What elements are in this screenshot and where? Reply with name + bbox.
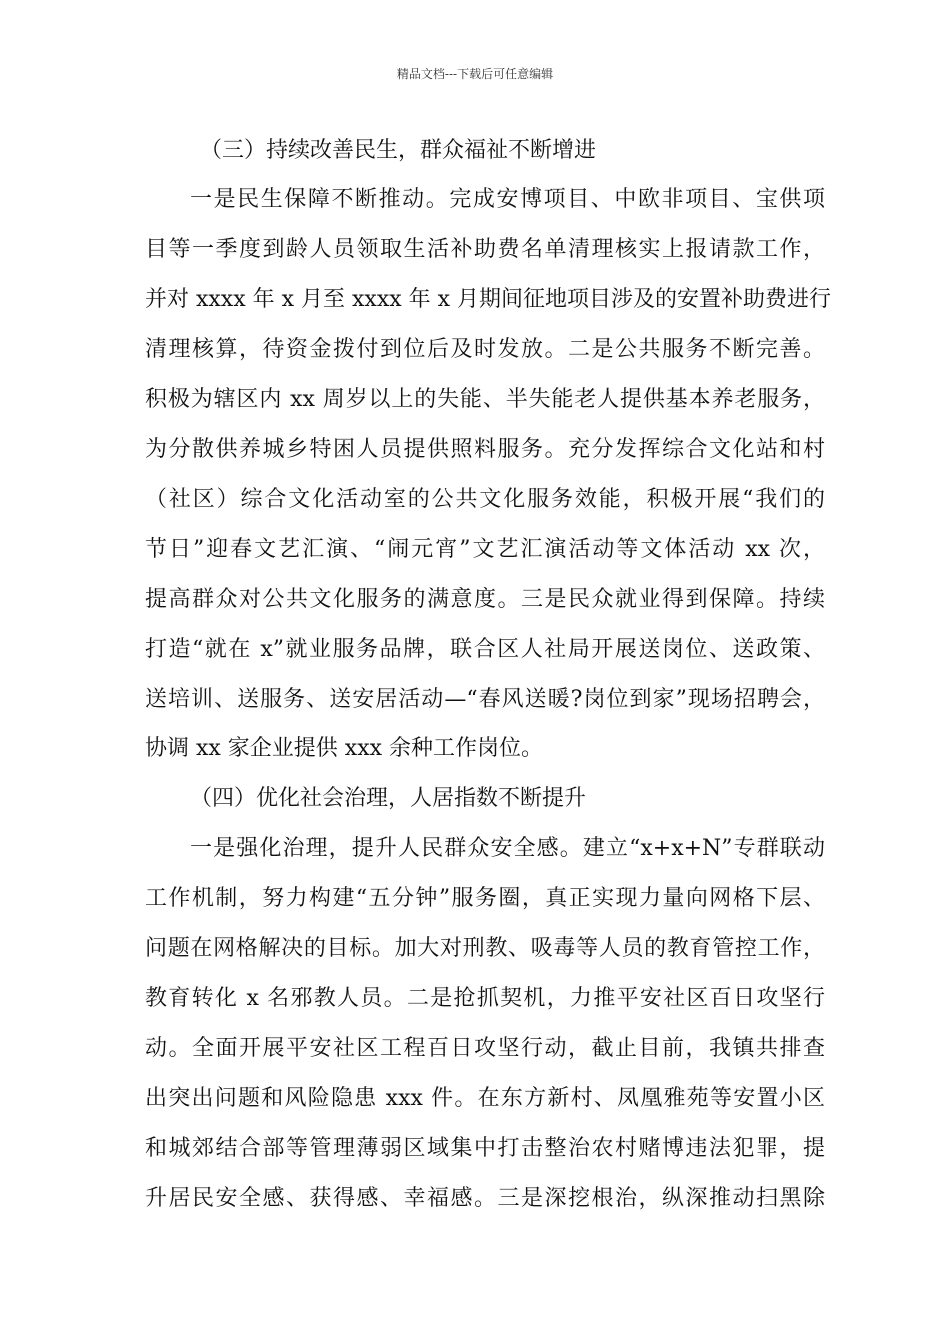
paragraph-line: 为分散供养城乡特困人员提供照料服务。充分发挥综合文化站和村 bbox=[145, 437, 825, 462]
paragraph-line: 动。全面开展平安社区工程百日攻坚行动，截止目前，我镇共排查 bbox=[145, 1036, 825, 1061]
section-heading-3: （三）持续改善民生，群众福祉不断增进 bbox=[200, 138, 597, 163]
paragraph-line: 一是强化治理，提升人民群众安全感。建立“x+x+N”专群联动 bbox=[190, 836, 825, 861]
section-heading-4: （四）优化社会治理，人居指数不断提升 bbox=[190, 786, 587, 811]
paragraph-line: 升居民安全感、获得感、幸福感。三是深挖根治，纵深推动扫黑除 bbox=[145, 1186, 825, 1211]
paragraph-line: 协调 xx 家企业提供 xxx 余种工作岗位。 bbox=[145, 736, 544, 761]
paragraph-line: 并对 xxxx 年 x 月至 xxxx 年 x 月期间征地项目涉及的安置补助费进行 bbox=[145, 287, 832, 312]
paragraph-line: 目等一季度到龄人员领取生活补助费名单清理核实上报请款工作， bbox=[145, 237, 825, 262]
paragraph-line: 问题在网格解决的目标。加大对刑教、吸毒等人员的教育管控工作， bbox=[145, 936, 825, 961]
paragraph-line: 送培训、送服务、送安居活动—“春风送暖?岗位到家”现场招聘会， bbox=[145, 687, 825, 712]
paragraph-line: 和城郊结合部等管理薄弱区域集中打击整治农村赌博违法犯罪，提 bbox=[145, 1136, 825, 1161]
paragraph-line: 一是民生保障不断推动。完成安博项目、中欧非项目、宝供项 bbox=[190, 187, 825, 212]
paragraph-line: 清理核算，待资金拨付到位后及时发放。二是公共服务不断完善。 bbox=[145, 337, 825, 362]
paragraph-line: （社区）综合文化活动室的公共文化服务效能，积极开展“我们的 bbox=[145, 487, 825, 512]
paragraph-line: 提高群众对公共文化服务的满意度。三是民众就业得到保障。持续 bbox=[145, 587, 825, 612]
paragraph-line: 打造“就在 x”就业服务品牌，联合区人社局开展送岗位、送政策、 bbox=[145, 637, 825, 662]
paragraph-line: 积极为辖区内 xx 周岁以上的失能、半失能老人提供基本养老服务， bbox=[145, 387, 825, 412]
page-header: 精品文档---下载后可任意编辑 bbox=[396, 67, 554, 81]
paragraph-line: 节日”迎春文艺汇演、“闹元宵”文艺汇演活动等文体活动 xx 次， bbox=[145, 537, 825, 562]
paragraph-line: 工作机制，努力构建“五分钟”服务圈，真正实现力量向网格下层、 bbox=[145, 886, 825, 911]
paragraph-line: 出突出问题和风险隐患 xxx 件。在东方新村、凤凰雅苑等安置小区 bbox=[145, 1086, 825, 1111]
paragraph-line: 教育转化 x 名邪教人员。二是抢抓契机，力推平安社区百日攻坚行 bbox=[145, 986, 825, 1011]
